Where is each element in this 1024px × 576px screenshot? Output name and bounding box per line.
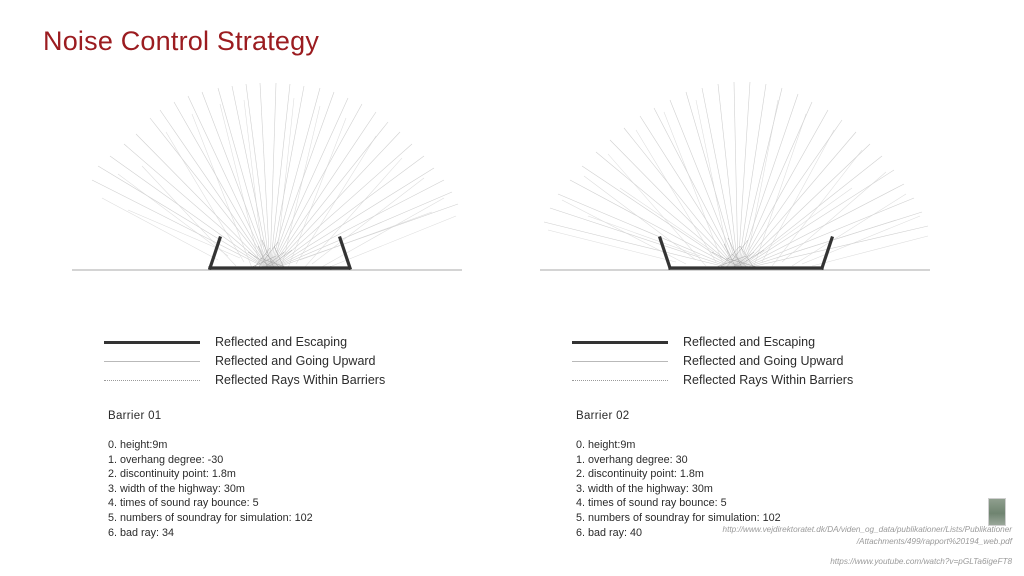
- legend-solid-line-icon: [104, 336, 200, 348]
- legend-barrier-02: [572, 332, 972, 389]
- spec-title: Barrier 02: [576, 410, 630, 422]
- panel-barrier-01: [32, 70, 502, 539]
- legend-thin-line-icon: [572, 355, 668, 367]
- secondary-rays: [548, 100, 928, 266]
- legend-label: Reflected and Going Upward: [215, 353, 376, 368]
- source-link-line-3[interactable]: https://www.youtube.com/watch?v=pGLTa6igeFT8: [830, 557, 1012, 566]
- legend-item: [104, 351, 504, 370]
- upward-rays: [544, 82, 928, 270]
- legend-item: [572, 370, 972, 389]
- legend-thin-line-icon: [104, 355, 200, 367]
- legend-dotted-line-icon: [104, 374, 200, 386]
- upward-rays: [92, 83, 458, 270]
- spec-block-barrier-01: [108, 410, 313, 540]
- legend-label: Reflected and Escaping: [683, 334, 816, 349]
- spec-item: 3. width of the highway: 30m: [576, 482, 713, 495]
- legend-solid-line-icon: [572, 336, 668, 348]
- legend-item: [572, 351, 972, 370]
- legend-item: [104, 332, 504, 351]
- legend-label: Reflected and Escaping: [215, 334, 348, 349]
- spec-item: 6. bad ray: 34: [108, 526, 175, 539]
- spec-title: Barrier 01: [108, 410, 162, 422]
- legend-label: Reflected Rays Within Barriers: [215, 372, 386, 387]
- spec-item: 1. overhang degree: 30: [576, 453, 688, 466]
- image-thumbnail: [988, 498, 1006, 526]
- spec-item: 2. discontinuity point: 1.8m: [108, 468, 236, 481]
- page-title: Noise Control Strategy: [43, 26, 320, 56]
- spec-block-barrier-02: [576, 410, 781, 540]
- spec-item: 0. height:9m: [108, 439, 168, 451]
- source-link-line-1[interactable]: http://www.vejdirektoratet.dk/DA/viden_og_data/publikationer/Lists/Publikationer: [722, 525, 1012, 534]
- legend-item: [572, 332, 972, 351]
- secondary-rays: [102, 98, 456, 268]
- legend-dotted-line-icon: [572, 374, 668, 386]
- legend-barrier-01: [104, 332, 504, 389]
- legend-label: Reflected Rays Within Barriers: [683, 372, 854, 387]
- spec-item: 0. height:9m: [576, 439, 636, 451]
- spec-item: 4. times of sound ray bounce: 5: [108, 497, 259, 510]
- spec-item: 6. bad ray: 40: [576, 526, 643, 539]
- ray-diagram-barrier-02: [500, 70, 970, 310]
- spec-item: 4. times of sound ray bounce: 5: [576, 497, 727, 510]
- spec-item: 5. numbers of soundray for simulation: 102: [108, 511, 313, 524]
- spec-item: 1. overhang degree: -30: [108, 453, 224, 466]
- source-link-line-2[interactable]: /Attachments/499/rapport%20194_web.pdf: [856, 537, 1012, 546]
- spec-list: [108, 438, 313, 540]
- legend-item: [104, 370, 504, 389]
- source-links: [723, 524, 1012, 568]
- legend-label: Reflected and Going Upward: [683, 353, 844, 368]
- spec-item: 2. discontinuity point: 1.8m: [576, 468, 704, 481]
- ray-diagram-barrier-01: [32, 70, 502, 310]
- spec-item: 5. numbers of soundray for simulation: 102: [576, 511, 781, 524]
- spec-item: 3. width of the highway: 30m: [108, 482, 245, 495]
